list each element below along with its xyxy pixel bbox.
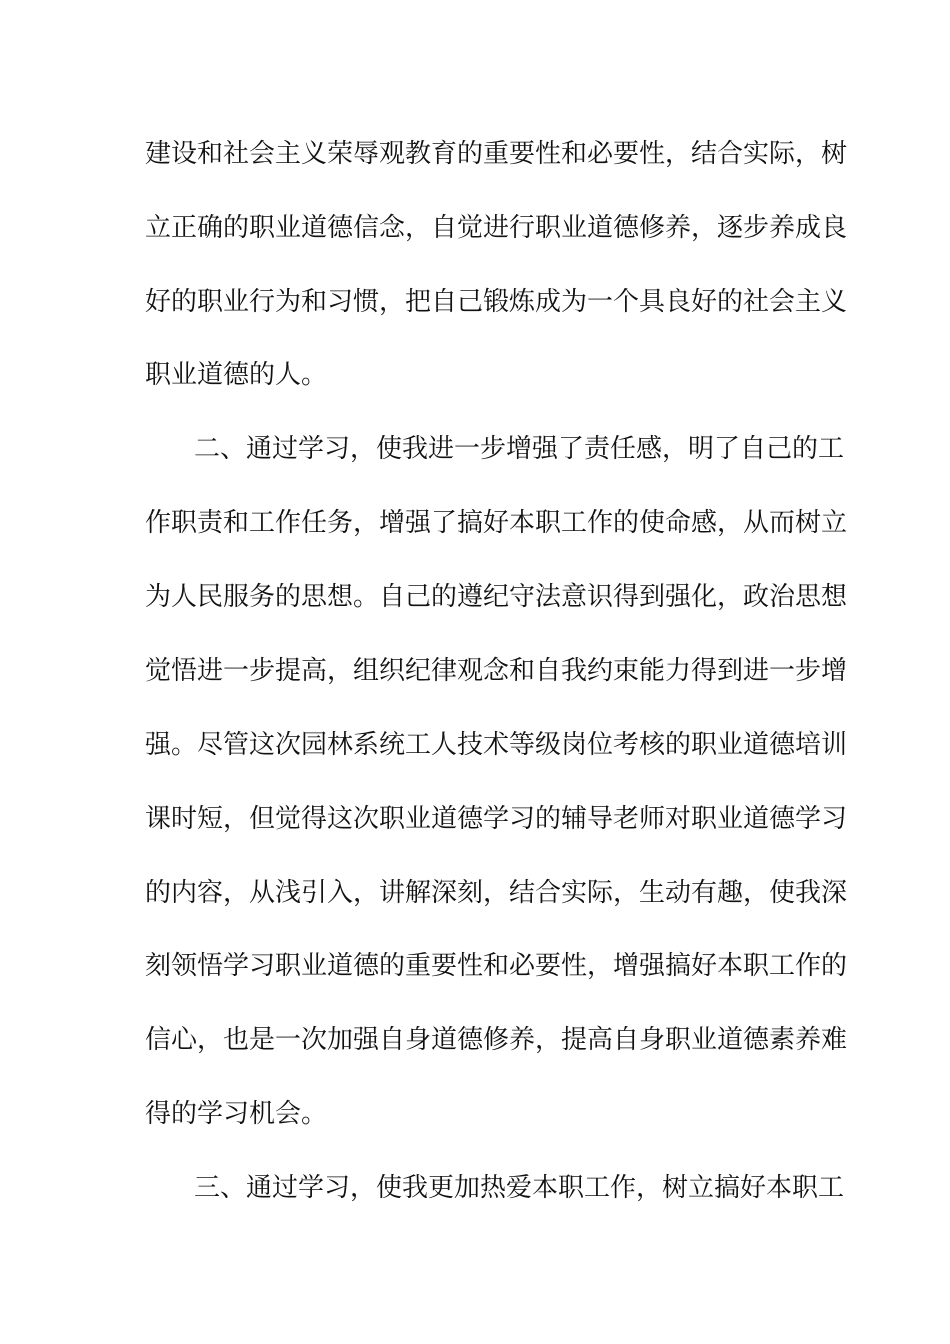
text-line: 强。尽管这次园林系统工人技术等级岗位考核的职业道德培训 <box>145 730 848 760</box>
text-line: 好的职业行为和习惯，把自己锻炼成为一个具良好的社会主义 <box>145 287 848 317</box>
text-line: 为人民服务的思想。自己的遵纪守法意识得到强化，政治思想 <box>145 582 848 612</box>
paragraph-first-line: 二、通过学习，使我进一步增强了责任感，明了自己的工 <box>194 434 845 464</box>
text-line: 信心，也是一次加强自身道德修养，提高自身职业道德素养难 <box>145 1025 848 1055</box>
text-line: 的内容，从浅引入，讲解深刻，结合实际，生动有趣，使我深 <box>145 878 848 908</box>
text-line: 觉悟进一步提高，组织纪律观念和自我约束能力得到进一步增 <box>145 656 848 686</box>
text-line: 立正确的职业道德信念，自觉进行职业道德修养，逐步养成良 <box>145 213 848 243</box>
text-line: 得的学习机会。 <box>145 1099 328 1129</box>
text-line: 课时短，但觉得这次职业道德学习的辅导老师对职业道德学习 <box>145 804 848 834</box>
paragraph-first-line: 三、通过学习，使我更加热爱本职工作，树立搞好本职工 <box>194 1173 845 1203</box>
text-line: 职业道德的人。 <box>145 360 328 390</box>
text-line: 建设和社会主义荣辱观教育的重要性和必要性，结合实际，树 <box>145 139 848 169</box>
text-line: 作职责和工作任务，增强了搞好本职工作的使命感，从而树立 <box>145 508 848 538</box>
text-line: 刻领悟学习职业道德的重要性和必要性，增强搞好本职工作的 <box>145 951 848 981</box>
